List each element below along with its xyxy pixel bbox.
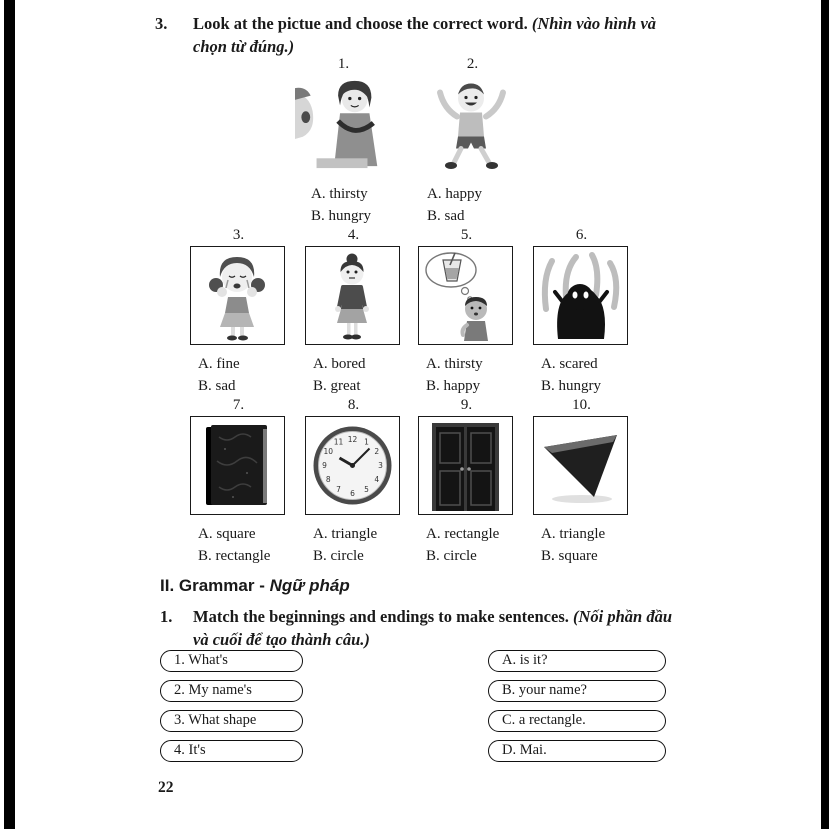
clock-number: 9	[322, 461, 327, 470]
grammar-exercise1-title-en: Match the beginnings and endings to make sentences.	[193, 607, 573, 626]
grammar-section-heading	[160, 576, 350, 596]
picture-5	[418, 246, 513, 345]
question-item-9	[418, 396, 515, 567]
clock-number: 4	[374, 475, 380, 484]
grammar-exercise1-title	[160, 605, 820, 651]
question-item-2	[424, 55, 521, 227]
option-b-label: B. hungry	[541, 377, 601, 394]
question-item-8	[305, 396, 402, 567]
dark-book-image	[191, 417, 284, 514]
grammar-heading-vi: Ngữ pháp	[269, 576, 350, 595]
question-number: 6.	[575, 227, 588, 243]
grammar-exercise1-title-vi-line2: và cuối để tạo thành câu.)	[193, 630, 370, 649]
option-b-label: B. hungry	[311, 207, 371, 224]
match-right-item-b: B. your name?	[488, 680, 666, 702]
exercise3-title	[155, 12, 829, 58]
clock-number: 6	[350, 489, 355, 498]
option-b-label: B. circle	[313, 547, 364, 564]
option-a-label: A. triangle	[541, 526, 606, 542]
option-b-label: B. rectangle	[198, 547, 271, 564]
boy-thinking-of-drink-image	[419, 247, 512, 344]
option-b-label: B. square	[541, 547, 598, 564]
standing-girl-image	[306, 247, 399, 344]
match-left-item-3: 3. What shape	[160, 710, 303, 732]
match-right-item-c: C. a rectangle.	[488, 710, 666, 732]
option-a-label: A. triangle	[313, 526, 378, 542]
grammar-exercise1-number: 1.	[160, 607, 173, 626]
scan-edge-bar-right	[821, 0, 829, 829]
question-number: 2.	[466, 56, 479, 72]
picture-10	[533, 416, 628, 515]
match-right-item-d: D. Mai.	[488, 740, 666, 762]
picture-6	[533, 246, 628, 345]
option-a-label: A. rectangle	[426, 526, 500, 542]
picture-3	[190, 246, 285, 345]
question-item-10	[533, 396, 630, 567]
exercise3-title-vi-line1: (Nhìn vào hình và	[531, 14, 657, 33]
picture-2	[424, 75, 519, 175]
exercise3-title-en: Look at the pictue and choose the correct word.	[193, 14, 532, 33]
double-door-image	[419, 417, 512, 514]
page-number: 22	[158, 779, 174, 796]
option-a-label: A. square	[198, 526, 256, 542]
match-right-item-a: A. is it?	[488, 650, 666, 672]
question-number: 1.	[337, 56, 350, 72]
hungry-woman-image	[295, 75, 390, 175]
exercise3-number: 3.	[155, 14, 168, 33]
clock-number: 3	[378, 461, 383, 470]
option-a-label: A. bored	[313, 356, 366, 372]
option-a-label: A. thirsty	[311, 186, 368, 202]
match-left-item-1: 1. What's	[160, 650, 303, 672]
picture-8	[305, 416, 400, 515]
clock-number: 2	[374, 447, 380, 456]
clock-number: 11	[333, 437, 344, 447]
picture-1	[295, 75, 390, 175]
question-item-4	[305, 226, 402, 397]
dark-triangle-object-image	[534, 417, 627, 514]
question-item-5	[418, 226, 515, 397]
happy-jumping-boy-image	[424, 75, 519, 175]
exercise3-title-vi-line2: chọn từ đúng.)	[193, 37, 295, 56]
clock-number: 8	[325, 475, 331, 484]
question-item-6	[533, 226, 630, 397]
match-left-item-2: 2. My name's	[160, 680, 303, 702]
question-number: 8.	[347, 397, 360, 413]
clock-number: 5	[364, 485, 369, 494]
option-b-label: B. happy	[426, 377, 481, 394]
question-number: 4.	[347, 227, 360, 243]
option-a-label: A. happy	[427, 186, 482, 202]
picture-7	[190, 416, 285, 515]
clock-number: 10	[323, 447, 334, 456]
question-item-1	[295, 55, 392, 227]
question-number: 7.	[232, 397, 245, 413]
question-number: 3.	[232, 227, 245, 243]
grammar-heading-en: II. Grammar -	[160, 576, 270, 595]
option-a-label: A. fine	[198, 356, 240, 372]
option-a-label: A. thirsty	[426, 356, 483, 372]
scared-dark-figure-image	[534, 247, 627, 344]
option-a-label: A. scared	[541, 356, 598, 372]
match-left-item-4: 4. It's	[160, 740, 303, 762]
option-b-label: B. sad	[198, 377, 236, 394]
question-item-3	[190, 226, 287, 397]
question-number: 10.	[572, 397, 591, 413]
option-b-label: B. great	[313, 377, 361, 394]
wall-clock-image	[306, 417, 399, 514]
clock-number: 12	[347, 435, 358, 444]
grammar-exercise1-title-vi-line1: (Nối phần đầu	[573, 607, 673, 626]
question-number: 5.	[460, 227, 473, 243]
option-b-label: B. circle	[426, 547, 477, 564]
crying-girl-image	[191, 247, 284, 344]
option-b-label: B. sad	[427, 207, 465, 224]
clock-number: 1	[364, 437, 369, 447]
picture-4	[305, 246, 400, 345]
question-item-7	[190, 396, 287, 567]
clock-number: 7	[336, 485, 341, 494]
picture-9	[418, 416, 513, 515]
question-number: 9.	[460, 397, 473, 413]
scan-edge-bar-left	[4, 0, 15, 829]
